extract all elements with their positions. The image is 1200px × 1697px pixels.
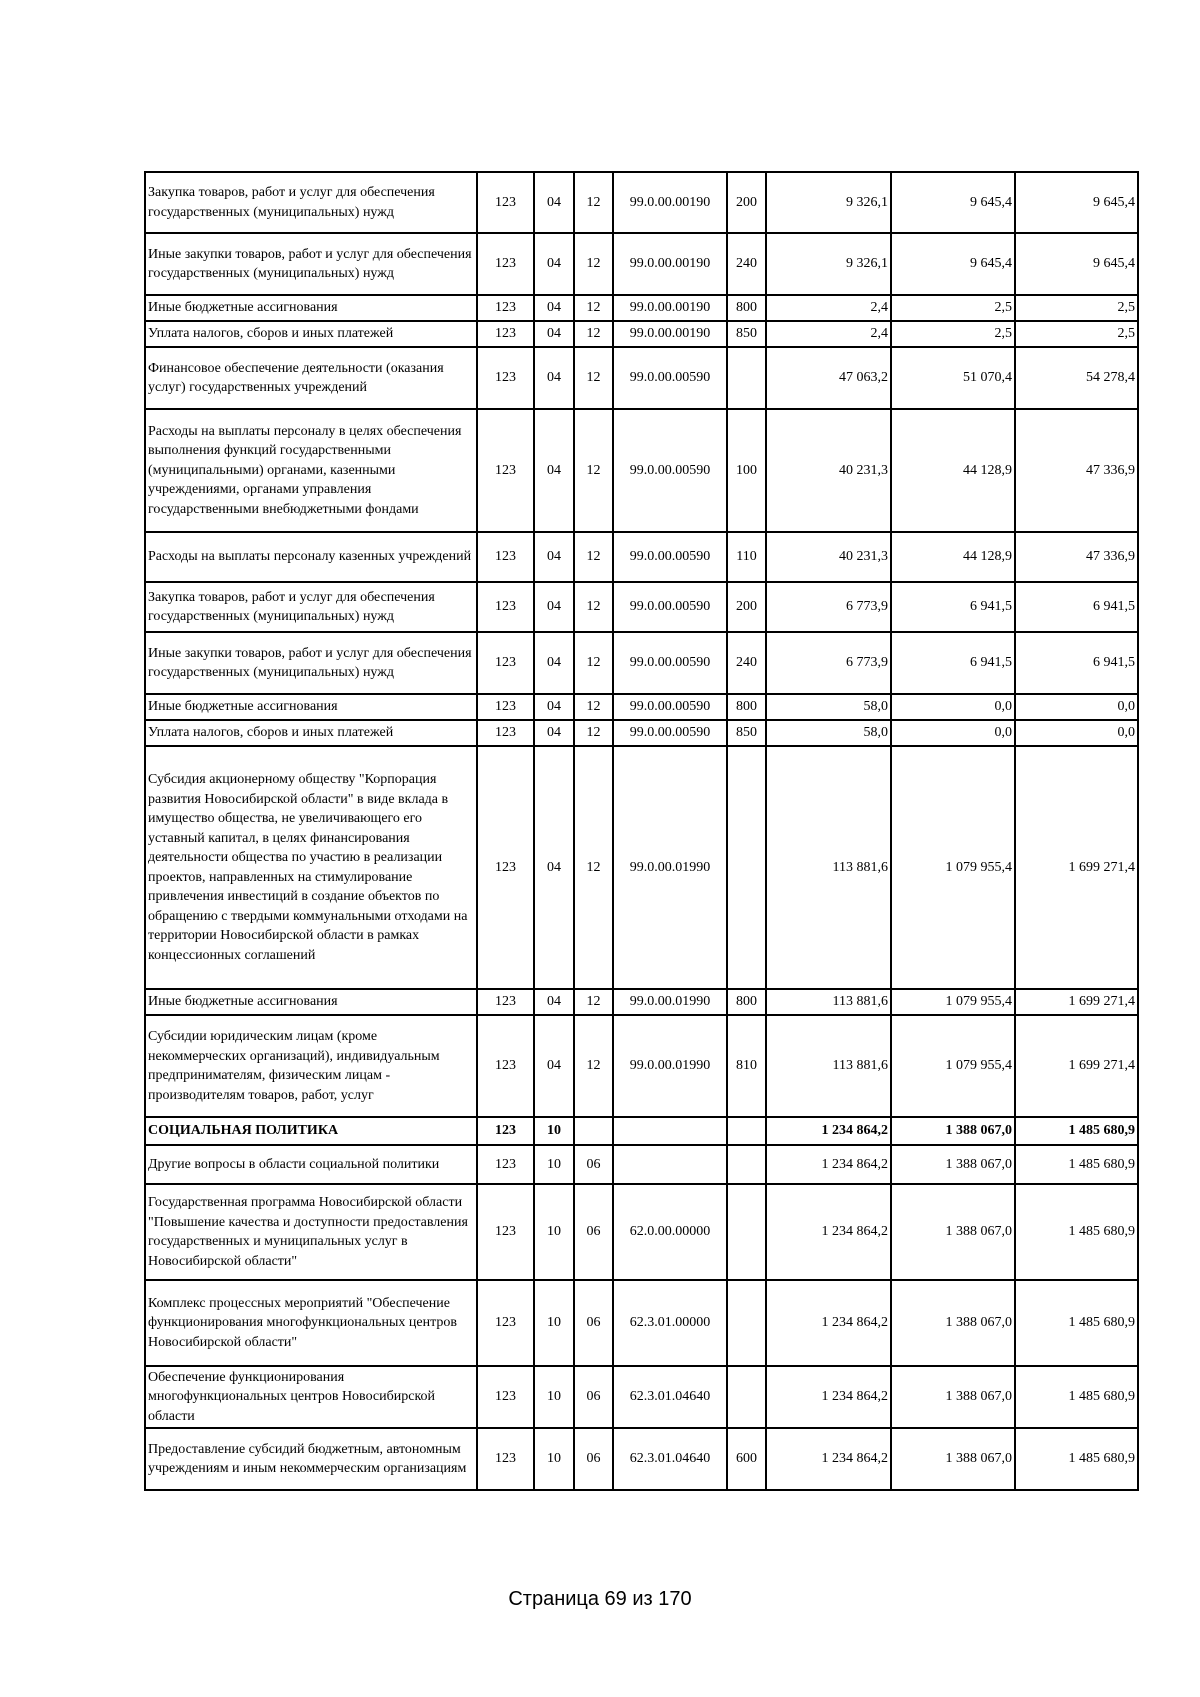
cell-vr [727,1145,766,1184]
cell-csr: 62.0.00.00000 [613,1184,727,1280]
cell-csr: 99.0.00.00590 [613,347,727,409]
cell-pr: 12 [574,172,613,233]
cell-year2: 9 645,4 [891,172,1015,233]
cell-pr: 12 [574,746,613,989]
cell-pr: 12 [574,347,613,409]
cell-vr: 110 [727,532,766,582]
cell-ved: 123 [477,632,534,694]
cell-pr: 12 [574,409,613,532]
cell-vr: 850 [727,321,766,347]
table-row [145,1280,1138,1366]
cell-csr: 99.0.00.00190 [613,233,727,295]
cell-year3: 1 485 680,9 [1015,1184,1138,1280]
cell-year1: 2,4 [766,295,891,321]
cell-year1: 9 326,1 [766,172,891,233]
cell-year1: 1 234 864,2 [766,1428,891,1490]
cell-ved: 123 [477,1366,534,1428]
row-name: Уплата налогов, сборов и иных платежей [145,720,477,746]
cell-year2: 2,5 [891,295,1015,321]
cell-year3: 1 699 271,4 [1015,989,1138,1015]
cell-vr: 810 [727,1015,766,1117]
cell-vr: 800 [727,989,766,1015]
cell-ved: 123 [477,409,534,532]
cell-pr: 12 [574,532,613,582]
cell-year3: 9 645,4 [1015,172,1138,233]
row-name: Субсидии юридическим лицам (кроме некоммерческих организаций), индивидуальным предпринимателям, физическим лицам - производителям товаров, работ, услуг [145,1015,477,1117]
cell-vr [727,1117,766,1145]
table-row [145,347,1138,409]
cell-ved: 123 [477,1015,534,1117]
table-row [145,632,1138,694]
cell-year2: 1 388 067,0 [891,1184,1015,1280]
cell-csr: 62.3.01.00000 [613,1280,727,1366]
cell-csr: 99.0.00.00590 [613,694,727,720]
cell-rz: 04 [534,582,574,632]
cell-vr: 200 [727,172,766,233]
cell-vr [727,1280,766,1366]
cell-year2: 1 388 067,0 [891,1428,1015,1490]
cell-rz: 10 [534,1117,574,1145]
cell-rz: 04 [534,321,574,347]
cell-rz: 04 [534,1015,574,1117]
table-row [145,582,1138,632]
table-row [145,746,1138,989]
cell-pr: 12 [574,321,613,347]
cell-year1: 58,0 [766,694,891,720]
cell-year2: 51 070,4 [891,347,1015,409]
cell-csr: 99.0.00.00190 [613,321,727,347]
cell-rz: 04 [534,989,574,1015]
cell-year1: 113 881,6 [766,1015,891,1117]
cell-vr: 850 [727,720,766,746]
cell-year3: 0,0 [1015,720,1138,746]
cell-rz: 04 [534,172,574,233]
table-row [145,172,1138,233]
cell-ved: 123 [477,532,534,582]
cell-ved: 123 [477,1280,534,1366]
cell-csr: 62.3.01.04640 [613,1428,727,1490]
cell-pr: 12 [574,582,613,632]
cell-year2: 2,5 [891,321,1015,347]
cell-ved: 123 [477,694,534,720]
cell-year2: 0,0 [891,720,1015,746]
table-row [145,1145,1138,1184]
cell-pr: 06 [574,1366,613,1428]
cell-csr: 99.0.00.00590 [613,409,727,532]
cell-pr: 06 [574,1428,613,1490]
table-row [145,409,1138,532]
cell-year1: 1 234 864,2 [766,1280,891,1366]
cell-year2: 1 079 955,4 [891,989,1015,1015]
cell-vr [727,1184,766,1280]
cell-year1: 1 234 864,2 [766,1184,891,1280]
cell-year3: 1 485 680,9 [1015,1428,1138,1490]
cell-year3: 1 485 680,9 [1015,1280,1138,1366]
cell-csr: 99.0.00.00590 [613,720,727,746]
cell-year1: 1 234 864,2 [766,1145,891,1184]
cell-ved: 123 [477,1117,534,1145]
cell-csr [613,1117,727,1145]
table-row [145,1184,1138,1280]
cell-pr: 12 [574,233,613,295]
cell-year1: 113 881,6 [766,989,891,1015]
row-name: Комплекс процессных мероприятий "Обеспечение функционирования многофункциональных центров Новосибирской области" [145,1280,477,1366]
row-name: Уплата налогов, сборов и иных платежей [145,321,477,347]
table-row [145,1015,1138,1117]
cell-pr: 06 [574,1184,613,1280]
cell-year3: 6 941,5 [1015,632,1138,694]
cell-pr: 06 [574,1145,613,1184]
cell-year2: 0,0 [891,694,1015,720]
cell-csr: 99.0.00.01990 [613,746,727,989]
row-name: Иные закупки товаров, работ и услуг для обеспечения государственных (муниципальных) нужд [145,233,477,295]
cell-year1: 47 063,2 [766,347,891,409]
cell-year1: 1 234 864,2 [766,1117,891,1145]
row-name: Субсидия акционерному обществу "Корпорация развития Новосибирской области" в виде вклада в имущество общества, не увеличивающего его уставный капитал, в целях финансирования деятельности общества по участию в реализации проектов, направленных на стимулирование привлечения инвестиций в создание объектов по обращению с твердыми коммунальными отходами на территории Новосибирской области в рамках концессионных соглашений [145,746,477,989]
cell-year3: 47 336,9 [1015,409,1138,532]
cell-ved: 123 [477,1184,534,1280]
table-row [145,1366,1138,1428]
cell-year3: 2,5 [1015,295,1138,321]
table-row [145,321,1138,347]
cell-vr: 800 [727,694,766,720]
row-name: Государственная программа Новосибирской области "Повышение качества и доступности предоставления государственных и муниципальных услуг в Новосибирской области" [145,1184,477,1280]
cell-rz: 04 [534,347,574,409]
cell-vr: 240 [727,632,766,694]
cell-csr [613,1145,727,1184]
cell-csr: 62.3.01.04640 [613,1366,727,1428]
cell-rz: 10 [534,1184,574,1280]
cell-pr: 12 [574,295,613,321]
cell-rz: 10 [534,1280,574,1366]
cell-ved: 123 [477,720,534,746]
cell-year3: 1 485 680,9 [1015,1366,1138,1428]
cell-ved: 123 [477,295,534,321]
cell-year2: 1 388 067,0 [891,1366,1015,1428]
page-number: Страница 69 из 170 [508,1588,692,1610]
row-name: Расходы на выплаты персоналу казенных учреждений [145,532,477,582]
row-name: Иные бюджетные ассигнования [145,989,477,1015]
cell-csr: 99.0.00.00590 [613,582,727,632]
cell-year1: 2,4 [766,321,891,347]
cell-ved: 123 [477,233,534,295]
row-name: Иные бюджетные ассигнования [145,694,477,720]
cell-year2: 1 388 067,0 [891,1117,1015,1145]
cell-vr: 200 [727,582,766,632]
table-row [145,720,1138,746]
cell-year3: 1 485 680,9 [1015,1117,1138,1145]
cell-vr: 800 [727,295,766,321]
cell-year1: 40 231,3 [766,409,891,532]
cell-rz: 10 [534,1145,574,1184]
cell-year3: 1 699 271,4 [1015,746,1138,989]
table-row [145,295,1138,321]
table-row [145,532,1138,582]
row-name: Иные бюджетные ассигнования [145,295,477,321]
cell-pr [574,1117,613,1145]
cell-ved: 123 [477,746,534,989]
cell-year2: 1 079 955,4 [891,746,1015,989]
cell-year1: 9 326,1 [766,233,891,295]
cell-pr: 12 [574,694,613,720]
cell-year1: 40 231,3 [766,532,891,582]
cell-rz: 04 [534,532,574,582]
cell-csr: 99.0.00.00190 [613,172,727,233]
cell-year1: 6 773,9 [766,632,891,694]
cell-year1: 58,0 [766,720,891,746]
cell-vr: 100 [727,409,766,532]
cell-csr: 99.0.00.01990 [613,1015,727,1117]
cell-year3: 1 485 680,9 [1015,1145,1138,1184]
cell-rz: 04 [534,746,574,989]
cell-ved: 123 [477,1428,534,1490]
cell-ved: 123 [477,172,534,233]
cell-ved: 123 [477,989,534,1015]
row-name: Предоставление субсидий бюджетным, автономным учреждениям и иным некоммерческим организациям [145,1428,477,1490]
cell-rz: 04 [534,632,574,694]
cell-year3: 0,0 [1015,694,1138,720]
row-name: Закупка товаров, работ и услуг для обеспечения государственных (муниципальных) нужд [145,582,477,632]
cell-pr: 12 [574,720,613,746]
cell-year2: 6 941,5 [891,632,1015,694]
cell-ved: 123 [477,582,534,632]
cell-year2: 9 645,4 [891,233,1015,295]
cell-year1: 6 773,9 [766,582,891,632]
table-row [145,233,1138,295]
cell-year1: 113 881,6 [766,746,891,989]
cell-pr: 12 [574,1015,613,1117]
row-name: Другие вопросы в области социальной политики [145,1145,477,1184]
cell-vr [727,347,766,409]
cell-year3: 54 278,4 [1015,347,1138,409]
row-name: Закупка товаров, работ и услуг для обеспечения государственных (муниципальных) нужд [145,172,477,233]
table-row [145,1117,1138,1145]
budget-table [144,171,1139,1491]
cell-rz: 04 [534,694,574,720]
cell-vr [727,1366,766,1428]
cell-rz: 10 [534,1366,574,1428]
row-name: СОЦИАЛЬНАЯ ПОЛИТИКА [145,1117,477,1145]
cell-year3: 2,5 [1015,321,1138,347]
cell-ved: 123 [477,321,534,347]
cell-year3: 47 336,9 [1015,532,1138,582]
cell-rz: 04 [534,295,574,321]
cell-year2: 6 941,5 [891,582,1015,632]
row-name: Обеспечение функционирования многофункциональных центров Новосибирской области [145,1366,477,1428]
cell-year3: 6 941,5 [1015,582,1138,632]
cell-year3: 1 699 271,4 [1015,1015,1138,1117]
cell-year2: 1 079 955,4 [891,1015,1015,1117]
row-name: Финансовое обеспечение деятельности (оказания услуг) государственных учреждений [145,347,477,409]
cell-ved: 123 [477,1145,534,1184]
cell-csr: 99.0.00.01990 [613,989,727,1015]
row-name: Иные закупки товаров, работ и услуг для обеспечения государственных (муниципальных) нужд [145,632,477,694]
cell-year2: 1 388 067,0 [891,1145,1015,1184]
cell-csr: 99.0.00.00590 [613,632,727,694]
cell-year2: 44 128,9 [891,532,1015,582]
cell-rz: 10 [534,1428,574,1490]
cell-vr [727,746,766,989]
cell-csr: 99.0.00.00190 [613,295,727,321]
cell-rz: 04 [534,720,574,746]
table-row [145,1428,1138,1490]
cell-vr: 240 [727,233,766,295]
cell-csr: 99.0.00.00590 [613,532,727,582]
cell-ved: 123 [477,347,534,409]
cell-rz: 04 [534,409,574,532]
table-row [145,694,1138,720]
cell-year1: 1 234 864,2 [766,1366,891,1428]
row-name: Расходы на выплаты персоналу в целях обеспечения выполнения функций государственными (муниципальными) органами, казенными учреждениями, органами управления государственными внебюджетными фондами [145,409,477,532]
cell-pr: 12 [574,989,613,1015]
cell-year2: 44 128,9 [891,409,1015,532]
cell-pr: 06 [574,1280,613,1366]
cell-pr: 12 [574,632,613,694]
cell-rz: 04 [534,233,574,295]
cell-vr: 600 [727,1428,766,1490]
cell-year3: 9 645,4 [1015,233,1138,295]
table-row [145,989,1138,1015]
cell-year2: 1 388 067,0 [891,1280,1015,1366]
